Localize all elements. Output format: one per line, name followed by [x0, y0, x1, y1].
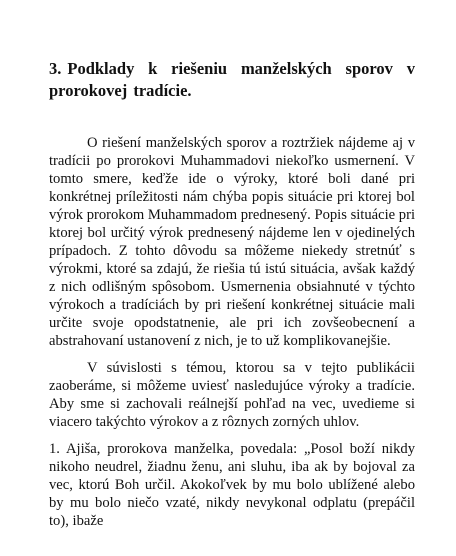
section-title: Podklady k riešeniu manželských sporov v prorokovej tradície. [49, 59, 415, 100]
paragraph-intro: O riešení manželských sporov a roztržiek nájdeme aj v tradícii po prorokovi Muhammadovi niekoľko usmernení. V tomto smere, keďže ide o výroky, ktoré boli dané pri konkrétnej príležitosti nám chýba popis situácie pri ktorej bol výrok prorokom Muhammadom prednesený. Popis situácie pri ktorej bol určitý výrok prednesený nájdeme len v ojedinelých prípadoch. Z tohto dôvodu sa môžeme niekedy stretnúť s výrokmi, ktoré sa zdajú, že riešia tú istú situácia, avšak každý z nich odlišným spôsobom. Usmernenia obsiahnuté v týchto výrokoch a tradíciách by pri riešení konkrétnej situácie mali určite svoje opodstatnenie, ale pri ich zovšeobecnení a abstrahovaní ustanovení z nich, je to už komplikovanejšie. [49, 135, 415, 349]
paragraph-hadith-1: 1. Ajiša, prorokova manželka, povedala: „Posol boží nikdy nikoho neudrel, žiadnu ženu, ani sluhu, iba ak by bojoval za vec, ktorú Boh určil. Akokoľvek by mu bolo ublížené alebo by mu bolo niečo vzaté, nikdy nevykonal odplatu (prepáčil to), ibaže [49, 441, 415, 529]
document-page [49, 58, 415, 539]
paragraph-context: V súvislosti s témou, ktorou sa v tejto publikácii zaoberáme, si môžeme uviesť nasledujúce výroky a tradície. Aby sme si zachovali reálnejší pohľad na vec, uvedieme si viacero takýchto výrokov a z rôznych zorných uhlov. [49, 360, 415, 430]
section-number: 3. [49, 59, 62, 78]
section-heading [49, 58, 415, 102]
